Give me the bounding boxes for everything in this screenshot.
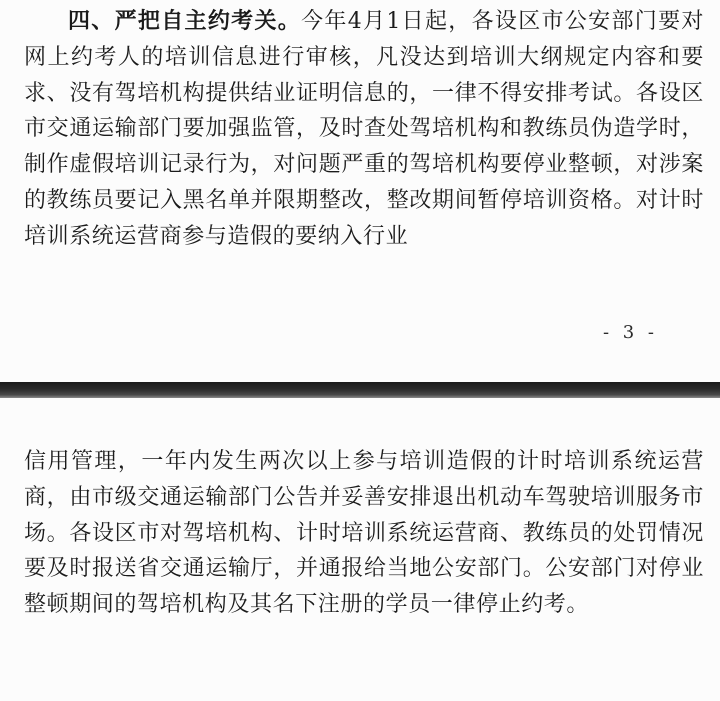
body-paragraph-upper xyxy=(24,4,704,255)
section-heading: 四、严把自主约考关。 xyxy=(68,9,302,34)
document-page-lower xyxy=(0,398,720,701)
page-separator xyxy=(0,382,720,398)
page-number: - 3 - xyxy=(602,322,658,343)
body-paragraph-lower: 信用管理，一年内发生两次以上参与培训造假的计时培训系统运营商，由市级交通运输部门公告并妥善安排退出机动车驾驶培训服务市场。各设区市对驾培机构、计时培训系统运营商、教练员的处罚情况要及时报送省交通运输厅，并通报给当地公安部门。公安部门对停业整顿期间的驾培机构及其名下注册的学员一律停止约考。 xyxy=(24,449,704,618)
paragraph-text: 今年4月1日起，各设区市公安部门要对网上约考人的培训信息进行审核，凡没达到培训大纲规定内容和要求、没有驾培机构提供结业证明信息的，一律不得安排考试。各设区市交通运输部门要加强监管，及时查处驾培机构和教练员伪造学时，制作虚假培训记录行为，对问题严重的驾培机构要停业整顿，对涉案的教练员要记入黑名单并限期整改，整改期间暂停培训资格。对计时培训系统运营商参与造假的要纳入行业 xyxy=(24,9,704,249)
